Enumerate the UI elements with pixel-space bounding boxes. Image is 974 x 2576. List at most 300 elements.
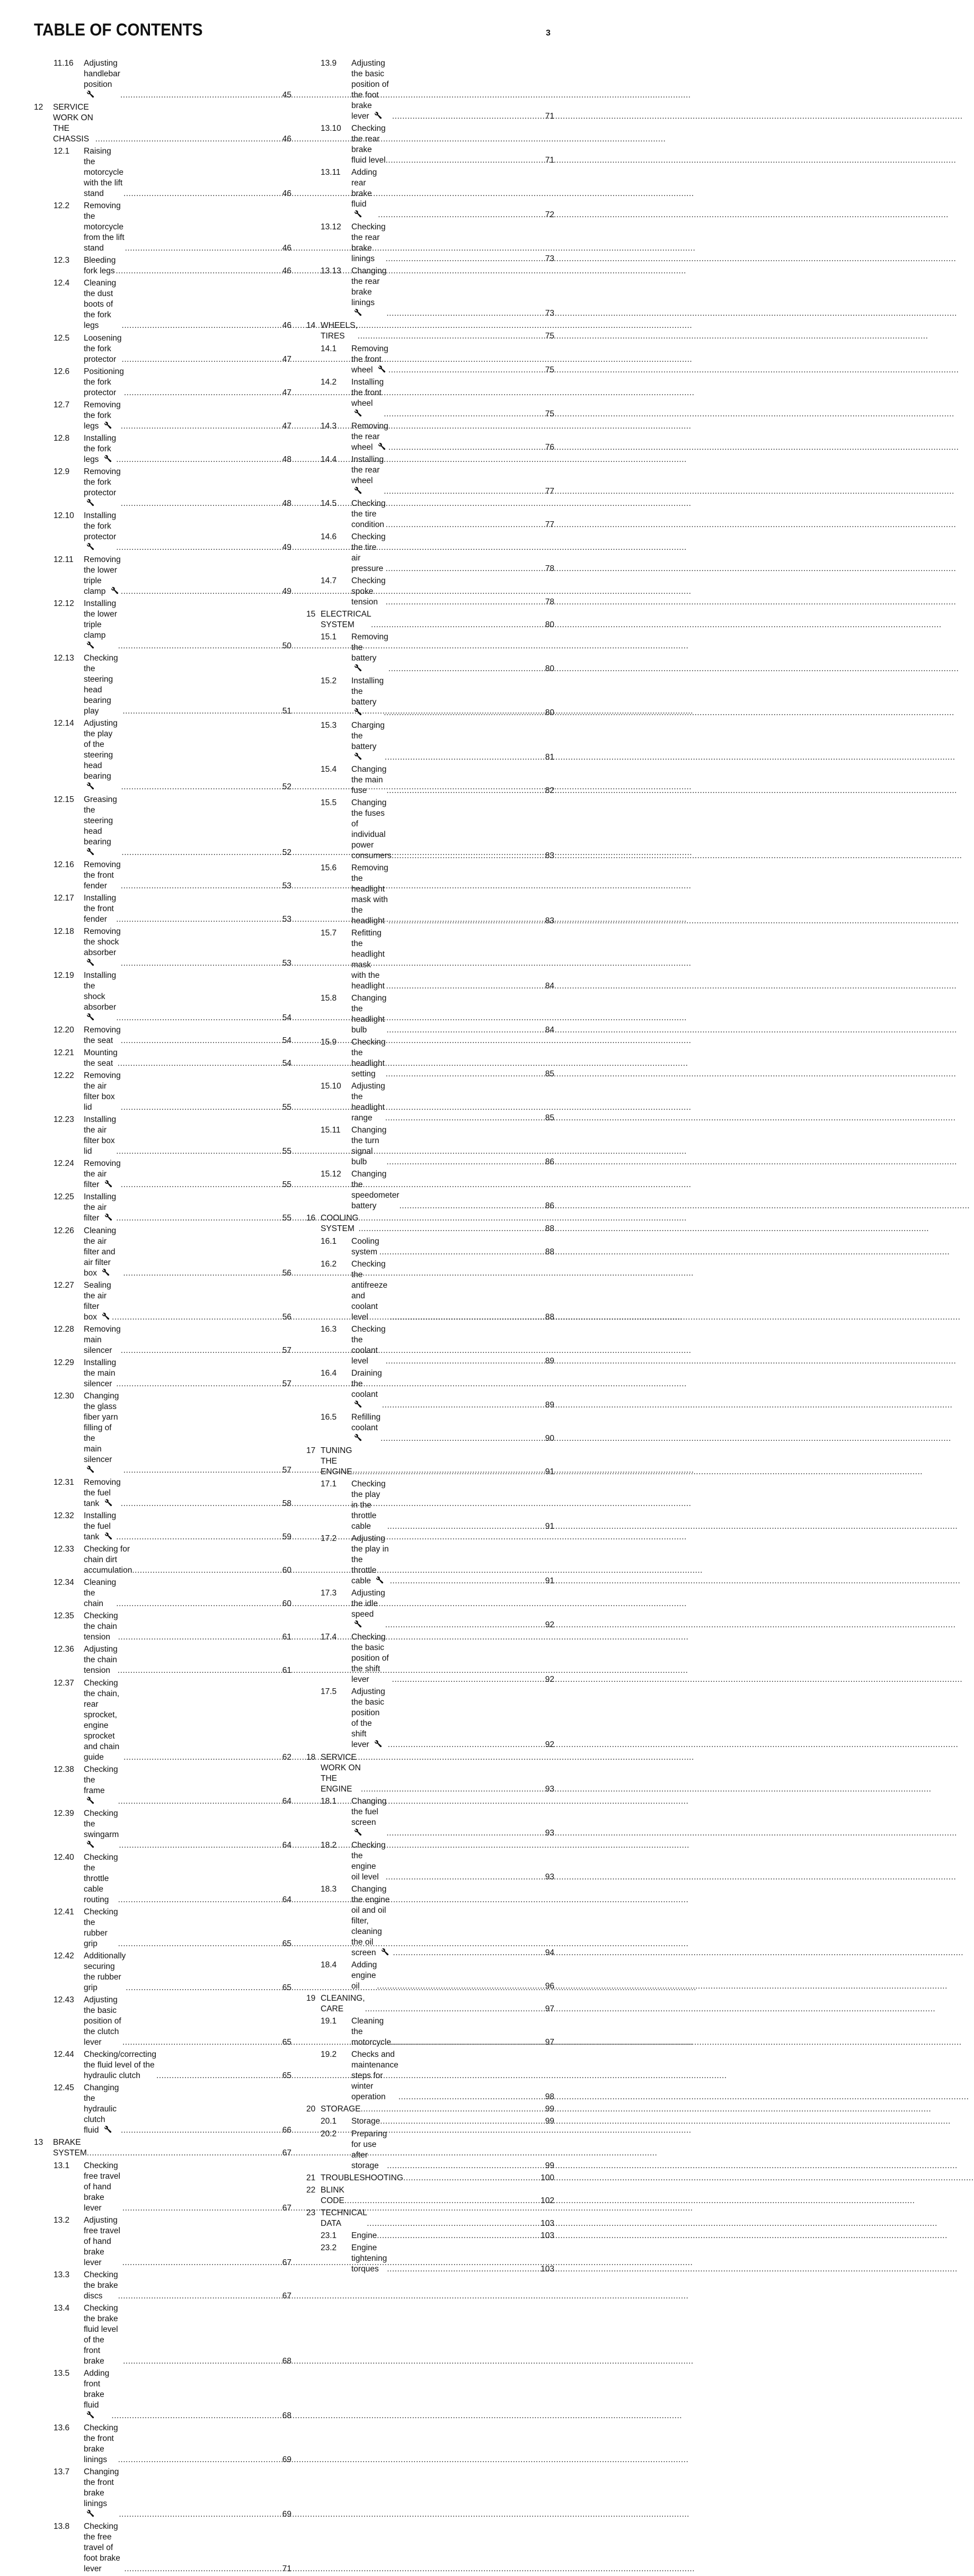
- toc-page: 47: [282, 388, 291, 397]
- toc-page: 68: [282, 2411, 291, 2420]
- toc-page: 55: [282, 1214, 291, 1223]
- toc-number: 15.2: [321, 676, 337, 686]
- toc-number: 12.41: [54, 1907, 74, 1917]
- leader-dots: [118, 2291, 273, 2302]
- toc-title-line: Installing the fuel tank: [84, 1511, 117, 1542]
- toc-entry[interactable]: [32, 555, 291, 597]
- toc-number: 15.6: [321, 863, 337, 872]
- leader-dots: [358, 1224, 536, 1234]
- toc-title-line: Changing the speedometer battery: [351, 1170, 400, 1211]
- toc-title-line: brake: [84, 2356, 104, 2366]
- toc-page: 100: [541, 2173, 554, 2182]
- toc-title-line: headlight: [351, 981, 385, 991]
- toc-number: 12.5: [54, 333, 70, 343]
- toc-entry[interactable]: [306, 928, 554, 992]
- wrench-icon: [86, 498, 94, 506]
- toc-entry[interactable]: [306, 421, 554, 453]
- toc-entry[interactable]: [32, 1544, 291, 1576]
- toc-number: 12.45: [54, 2083, 74, 2093]
- toc-number: 16.5: [321, 1412, 337, 1422]
- toc-entry[interactable]: [306, 1324, 554, 1367]
- toc-number: 15.11: [321, 1126, 341, 1135]
- toc-entry[interactable]: [306, 1259, 554, 1323]
- toc-entry[interactable]: [306, 1368, 554, 1411]
- leader-dots: [118, 641, 273, 652]
- toc-number: 12.18: [54, 926, 74, 936]
- toc-entry[interactable]: [306, 344, 554, 376]
- toc-entry[interactable]: [32, 1192, 291, 1224]
- toc-entry[interactable]: [32, 58, 291, 101]
- leader-dots: [121, 1180, 273, 1190]
- leader-dots: [118, 1632, 273, 1643]
- toc-title-line: Removing the lower triple clamp: [84, 555, 121, 596]
- leader-dots: [388, 442, 536, 453]
- leader-dots: [399, 1201, 536, 1211]
- toc-page: 71: [545, 156, 554, 165]
- toc-entry[interactable]: [306, 2116, 554, 2127]
- toc-page: 77: [545, 486, 554, 496]
- leader-dots: [384, 486, 536, 497]
- toc-page: 84: [545, 1025, 554, 1035]
- toc-entry[interactable]: [306, 1796, 554, 1839]
- toc-number: 13.6: [54, 2423, 70, 2432]
- leader-dots: [399, 2092, 536, 2102]
- toc-page: 61: [282, 1633, 291, 1642]
- toc-entry[interactable]: [32, 1852, 291, 1905]
- toc-number: 16.2: [321, 1259, 337, 1269]
- leader-dots: [392, 111, 536, 122]
- toc-number: 16.4: [321, 1368, 337, 1378]
- toc-number: 12.25: [54, 1192, 74, 1202]
- toc-entry[interactable]: [306, 576, 554, 608]
- toc-chapter[interactable]: [306, 2208, 554, 2229]
- toc-title-line: Checking spoke tension: [351, 576, 386, 607]
- wrench-icon: [378, 365, 386, 373]
- toc-entry[interactable]: [32, 1808, 291, 1851]
- toc-number: 12.28: [54, 1324, 74, 1334]
- toc-number: 15.4: [321, 764, 337, 774]
- toc-title-line: Checking the rear brake fluid level: [351, 124, 386, 165]
- toc-title-line: sprocket and chain guide: [84, 1731, 120, 1762]
- toc-number: 15: [306, 610, 316, 619]
- leader-dots: [367, 2218, 536, 2229]
- toc-number: 12.19: [54, 970, 74, 980]
- leader-dots: [380, 1433, 536, 1444]
- toc-title-line: SERVICE WORK ON THE ENGINE: [321, 1752, 361, 1794]
- toc-entry[interactable]: [32, 1226, 291, 1279]
- toc-title-line: Checking the brake discs: [84, 2270, 118, 2301]
- toc-title-line: Adjusting the basic position of the clutch: [84, 1995, 121, 2037]
- toc-page: 67: [282, 2149, 291, 2158]
- toc-entry[interactable]: [32, 893, 291, 925]
- leader-dots: [121, 881, 273, 892]
- toc-number: 14.4: [321, 454, 337, 464]
- toc-chapter[interactable]: [306, 1446, 554, 1477]
- toc-title-line: Adjusting the basic position of the shift: [351, 1687, 385, 1739]
- toc-entry[interactable]: [306, 222, 554, 264]
- toc-entry[interactable]: [32, 1391, 291, 1476]
- toc-entry[interactable]: [32, 860, 291, 892]
- wrench-icon: [354, 708, 362, 716]
- toc-entry[interactable]: [306, 1687, 554, 1750]
- wrench-icon: [354, 752, 362, 760]
- toc-entry[interactable]: [32, 1511, 291, 1543]
- wrench-icon: [104, 421, 112, 429]
- toc-entry[interactable]: [306, 632, 554, 674]
- toc-chapter[interactable]: [306, 1993, 554, 2015]
- toc-number: 12.3: [54, 256, 70, 265]
- toc-number: 15.7: [321, 928, 337, 938]
- toc-entry[interactable]: [32, 467, 291, 509]
- toc-title-line: Cleaning the chain: [84, 1578, 117, 1609]
- leader-dots: [156, 2071, 273, 2081]
- toc-title-line: Checking the swingarm: [84, 1808, 119, 1839]
- toc-entry[interactable]: [32, 795, 291, 858]
- toc-number: 12.29: [54, 1358, 74, 1367]
- toc-entry[interactable]: [32, 2049, 291, 2081]
- toc-page: 73: [545, 254, 554, 264]
- toc-entry[interactable]: [306, 2049, 554, 2102]
- toc-entry[interactable]: [32, 433, 291, 465]
- toc-number: 12.38: [54, 1764, 74, 1774]
- toc-page: 45: [282, 91, 291, 100]
- toc-number: 14.7: [321, 576, 337, 586]
- toc-title-line: Installing the front wheel: [351, 377, 384, 408]
- leader-dots: [121, 2125, 273, 2136]
- toc-entry[interactable]: [306, 1125, 554, 1167]
- toc-page: 50: [282, 641, 291, 651]
- toc-number: 12.35: [54, 1611, 74, 1621]
- toc-chapter[interactable]: [306, 2185, 554, 2206]
- toc-entry[interactable]: [32, 1611, 291, 1643]
- toc-number: 13.10: [321, 124, 341, 133]
- toc-number: 12.43: [54, 1995, 74, 2005]
- toc-page: 93: [545, 1784, 554, 1794]
- toc-entry[interactable]: [32, 400, 291, 432]
- toc-entry[interactable]: [306, 532, 554, 574]
- toc-title-line: Changing the rear brake linings: [351, 266, 387, 308]
- toc-title-line: Adjusting the play in the throttle cable: [351, 1534, 389, 1586]
- toc-title-line: TROUBLESHOOTING: [321, 2173, 403, 2182]
- toc-number: 12.16: [54, 860, 74, 869]
- leader-dots: [121, 958, 273, 969]
- toc-entry[interactable]: [32, 1324, 291, 1356]
- leader-dots: [122, 354, 273, 365]
- toc-title-line: Checking the coolant level: [351, 1324, 386, 1366]
- toc-page: 53: [282, 881, 291, 890]
- toc-number: 13.5: [54, 2368, 70, 2378]
- toc-page: 88: [545, 1224, 554, 1234]
- toc-page: 69: [282, 2455, 291, 2464]
- toc-chapter[interactable]: [306, 320, 554, 342]
- toc-title-line: Refitting the headlight mask with the: [351, 928, 385, 980]
- toc-entry[interactable]: [32, 1764, 291, 1807]
- leader-dots: [388, 916, 536, 926]
- leader-dots: [387, 2264, 536, 2275]
- toc-entry[interactable]: [306, 1632, 554, 1685]
- toc-page: 54: [282, 1059, 291, 1068]
- toc-entry[interactable]: [306, 1840, 554, 1883]
- toc-page: 68: [282, 2356, 291, 2366]
- toc-chapter[interactable]: [306, 2104, 554, 2115]
- toc-number: 12.39: [54, 1808, 74, 1818]
- toc-entry[interactable]: [32, 2303, 291, 2367]
- toc-entry[interactable]: [32, 1577, 291, 1609]
- toc-number: 12.30: [54, 1391, 74, 1401]
- toc-entry[interactable]: [32, 2083, 291, 2136]
- toc-chapter[interactable]: [306, 1213, 554, 1234]
- toc-title-line: lever: [351, 112, 369, 121]
- toc-entry[interactable]: [306, 498, 554, 530]
- wrench-icon: [354, 1400, 362, 1408]
- toc-title-line: Storage: [351, 2117, 380, 2126]
- toc-entry[interactable]: [306, 377, 554, 420]
- toc-entry[interactable]: [32, 1071, 291, 1113]
- toc-entry[interactable]: [306, 1479, 554, 1532]
- toc-number: 12.23: [54, 1115, 74, 1125]
- toc-entry[interactable]: [32, 511, 291, 553]
- toc-page: 89: [545, 1400, 554, 1410]
- toc-page: 54: [282, 1013, 291, 1022]
- toc-entry[interactable]: [306, 2129, 554, 2171]
- toc-page: 55: [282, 1103, 291, 1112]
- toc-entry[interactable]: [306, 2243, 554, 2275]
- toc-page: 46: [282, 189, 291, 199]
- toc-title-line: Preparing for use after storage: [351, 2129, 387, 2170]
- toc-entry[interactable]: [306, 1081, 554, 1124]
- leader-dots: [121, 421, 273, 432]
- toc-number: 12.24: [54, 1159, 74, 1169]
- toc-title-line: Installing the air filter box lid: [84, 1115, 117, 1156]
- wrench-icon: [104, 1213, 112, 1221]
- toc-page: 89: [545, 1356, 554, 1366]
- leader-dots: [387, 2161, 536, 2171]
- toc-page: 65: [282, 1983, 291, 1993]
- toc-title-line: Draining the coolant: [351, 1368, 382, 1399]
- page-title: TABLE OF CONTENTS: [34, 20, 203, 39]
- toc-number: 15.12: [321, 1170, 341, 1179]
- toc-page: 73: [545, 309, 554, 318]
- toc-entry[interactable]: [32, 1358, 291, 1389]
- leader-dots: [377, 2231, 536, 2241]
- toc-number: 12.13: [54, 654, 74, 663]
- leader-dots: [388, 664, 536, 674]
- leader-dots: [123, 1268, 273, 1279]
- leader-dots: [386, 1025, 536, 1036]
- toc-entry[interactable]: [306, 123, 554, 166]
- toc-number: 11.16: [54, 59, 74, 68]
- toc-title-line: Checking the headlight setting: [351, 1038, 386, 1079]
- toc-entry[interactable]: [306, 167, 554, 220]
- toc-entry[interactable]: [32, 718, 291, 792]
- toc-entry[interactable]: [32, 1477, 291, 1509]
- toc-number: 15.3: [321, 720, 337, 730]
- toc-number: 20: [306, 2105, 316, 2114]
- toc-entry[interactable]: [32, 1280, 291, 1323]
- toc-entry[interactable]: [306, 58, 554, 122]
- toc-entry[interactable]: [32, 2423, 291, 2465]
- toc-number: 16: [306, 1214, 316, 1223]
- toc-page: 65: [282, 2071, 291, 2081]
- toc-title-line: Refilling coolant: [351, 1412, 381, 1432]
- toc-chapter[interactable]: [306, 609, 554, 630]
- toc-entry[interactable]: [32, 1951, 291, 1993]
- toc-title-line: Checking the play in the throttle cable: [351, 1479, 386, 1531]
- toc-entry[interactable]: [306, 1960, 554, 1992]
- toc-entry[interactable]: [306, 266, 554, 319]
- toc-entry[interactable]: [32, 1678, 291, 1763]
- wrench-icon: [86, 958, 94, 966]
- toc-title-line: Checking the rear brake linings: [351, 222, 386, 264]
- toc-entry[interactable]: [306, 676, 554, 718]
- toc-title-line: consumers: [351, 851, 392, 860]
- toc-page: 49: [282, 587, 291, 596]
- toc-title-line: Greasing the steering head bearing: [84, 795, 117, 846]
- leader-dots: [386, 597, 536, 608]
- toc-number: 15.5: [321, 798, 337, 807]
- toc-number: 15.10: [321, 1082, 341, 1091]
- toc-number: 14.1: [321, 344, 337, 353]
- wrench-icon: [111, 586, 119, 594]
- leader-dots: [382, 1400, 536, 1411]
- toc-entry[interactable]: [306, 863, 554, 926]
- toc-entry[interactable]: [32, 201, 291, 254]
- toc-number: 20.1: [321, 2117, 337, 2126]
- toc-page: 78: [545, 564, 554, 574]
- toc-entry[interactable]: [32, 333, 291, 365]
- toc-entry[interactable]: [306, 1588, 554, 1630]
- toc-title-line: Checking the basic position of the shift lever: [351, 1633, 389, 1684]
- toc-page: 103: [541, 2231, 554, 2240]
- wrench-icon: [374, 111, 382, 119]
- leader-dots: [386, 308, 536, 319]
- toc-entry[interactable]: [32, 2161, 291, 2214]
- toc-entry[interactable]: [32, 1115, 291, 1157]
- toc-entry[interactable]: [306, 798, 554, 861]
- wrench-icon: [86, 2509, 94, 2517]
- toc-title-line: Charging the battery: [351, 720, 385, 751]
- toc-chapter[interactable]: [306, 1752, 554, 1795]
- toc-page: 65: [282, 1939, 291, 1948]
- toc-entry[interactable]: [32, 1048, 291, 1069]
- wrench-icon: [354, 664, 362, 672]
- toc-entry[interactable]: [32, 2368, 291, 2421]
- toc-chapter[interactable]: [32, 102, 291, 145]
- toc-entry[interactable]: [32, 1995, 291, 2048]
- toc-entry[interactable]: [306, 1412, 554, 1444]
- toc-number: 12.40: [54, 1852, 74, 1862]
- toc-page: 85: [545, 1113, 554, 1123]
- toc-entry[interactable]: [306, 1037, 554, 1080]
- toc-entry[interactable]: [32, 146, 291, 199]
- toc-entry[interactable]: [32, 2215, 291, 2268]
- toc-entry[interactable]: [306, 1236, 554, 1258]
- toc-page: 83: [545, 916, 554, 925]
- toc-entry[interactable]: [32, 599, 291, 652]
- toc-entry[interactable]: [32, 2521, 291, 2574]
- toc-entry[interactable]: [32, 1644, 291, 1676]
- toc-entry[interactable]: [306, 1884, 554, 1958]
- leader-dots: [123, 1752, 273, 1763]
- toc-entry[interactable]: [32, 926, 291, 969]
- toc-title-line: Installing the main silencer: [84, 1358, 117, 1388]
- leader-dots: [121, 498, 273, 509]
- toc-page: 66: [282, 2126, 291, 2135]
- leader-dots: [121, 1499, 273, 1509]
- toc-entry[interactable]: [306, 720, 554, 763]
- toc-page: 88: [545, 1312, 554, 1322]
- toc-entry[interactable]: [32, 278, 291, 331]
- leader-dots: [371, 620, 536, 630]
- leader-dots: [124, 388, 273, 398]
- toc-entry[interactable]: [32, 2467, 291, 2520]
- toc-number: 12.4: [54, 279, 70, 288]
- toc-title-line: Additionally securing the rubber grip: [84, 1951, 126, 1993]
- toc-chapter[interactable]: [306, 2173, 554, 2183]
- toc-page: 103: [541, 2218, 554, 2228]
- toc-page: 67: [282, 2258, 291, 2267]
- toc-page: 90: [545, 1433, 554, 1443]
- leader-dots: [125, 243, 273, 254]
- toc-entry[interactable]: [32, 970, 291, 1023]
- toc-entry[interactable]: [306, 2231, 554, 2241]
- leader-dots: [390, 1312, 536, 1323]
- leader-dots: [121, 586, 273, 597]
- toc-entry[interactable]: [306, 454, 554, 497]
- leader-dots: [116, 454, 273, 465]
- leader-dots: [121, 1036, 273, 1046]
- wrench-icon: [381, 1948, 389, 1956]
- toc-title-line: Changing the fuses of individual power: [351, 798, 387, 850]
- toc-entry[interactable]: [306, 1169, 554, 1211]
- toc-entry[interactable]: [32, 2270, 291, 2302]
- leader-dots: [386, 1872, 536, 1883]
- wrench-icon: [378, 442, 386, 450]
- toc-entry[interactable]: [306, 993, 554, 1036]
- toc-number: 14.3: [321, 421, 337, 431]
- toc-page: 56: [282, 1312, 291, 1322]
- toc-title-line: Adjusting the headlight range: [351, 1082, 385, 1123]
- toc-entry[interactable]: [306, 2016, 554, 2048]
- toc-entry[interactable]: [32, 367, 291, 398]
- toc-page: 48: [282, 498, 291, 508]
- toc-page: 61: [282, 1666, 291, 1675]
- toc-entry[interactable]: [32, 1907, 291, 1949]
- toc-column-left: [32, 58, 291, 2576]
- toc-number: 15.8: [321, 993, 337, 1003]
- toc-page: 46: [282, 244, 291, 253]
- toc-entry[interactable]: [32, 653, 291, 717]
- toc-page: 93: [545, 1872, 554, 1882]
- toc-entry[interactable]: [32, 1158, 291, 1190]
- toc-title-line: ELECTRICAL SYSTEM: [321, 610, 371, 630]
- leader-dots: [116, 542, 273, 553]
- toc-number: 19: [306, 1994, 316, 2003]
- toc-entry[interactable]: [306, 764, 554, 796]
- toc-entry[interactable]: [306, 1534, 554, 1586]
- wrench-icon: [86, 1465, 94, 1473]
- toc-entry[interactable]: [32, 255, 291, 277]
- toc-title-line: Installing the front fender: [84, 893, 117, 924]
- toc-chapter[interactable]: [32, 2137, 291, 2159]
- wrench-icon: [86, 2411, 94, 2419]
- leader-dots: [116, 1213, 273, 1224]
- toc-title-line: Adjusting free travel of hand brake lever: [84, 2215, 120, 2267]
- toc-entry[interactable]: [32, 1025, 291, 1046]
- toc-title-line: WHEELS, TIRES: [321, 321, 358, 341]
- leader-dots: [378, 210, 536, 220]
- leader-dots: [365, 2004, 536, 2015]
